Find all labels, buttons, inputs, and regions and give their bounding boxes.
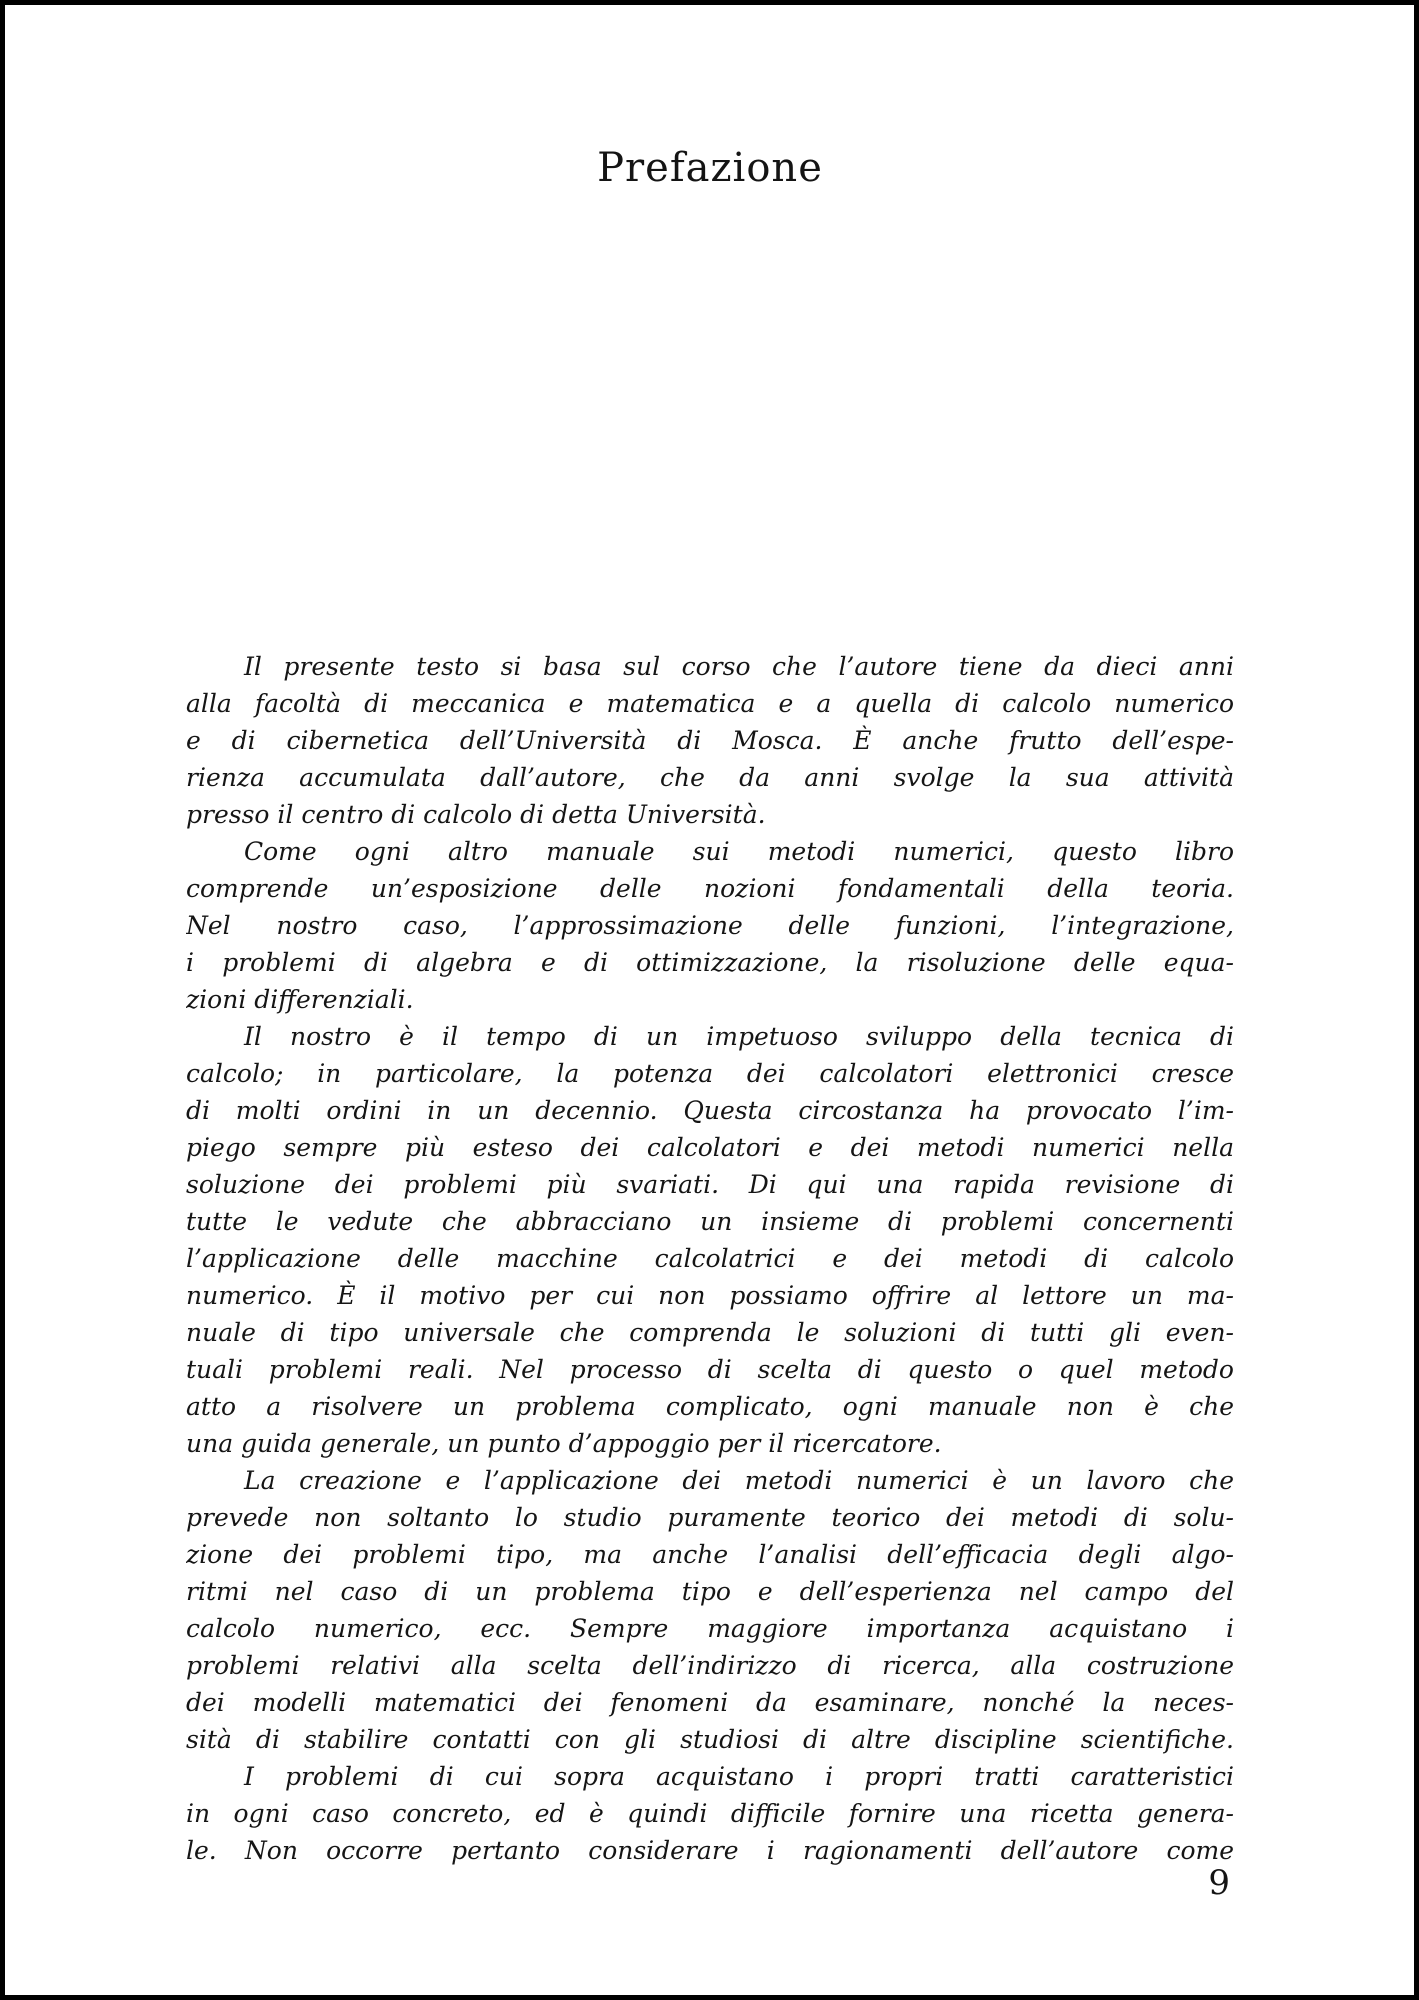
text-line: Come ogni altro manuale sui metodi numerici, questo libro bbox=[244, 837, 1234, 866]
text-line: nuale di tipo universale che comprenda le soluzioni di tutti gli even- bbox=[186, 1318, 1234, 1347]
text-line: comprende un’esposizione delle nozioni fondamentali della teoria. bbox=[186, 874, 1234, 903]
book-page bbox=[5, 5, 1414, 1995]
text-line: dei modelli matematici dei fenomeni da esaminare, nonché la neces- bbox=[186, 1688, 1234, 1717]
text-line: zioni differenziali. bbox=[186, 985, 414, 1014]
text-line: rienza accumulata dall’autore, che da anni svolge la sua attività bbox=[186, 763, 1234, 792]
text-line: I problemi di cui sopra acquistano i propri tratti caratteristici bbox=[244, 1762, 1234, 1791]
text-line: prevede non soltanto lo studio puramente teorico dei metodi di solu- bbox=[186, 1503, 1234, 1532]
text-line: calcolo numerico, ecc. Sempre maggiore importanza acquistano i bbox=[186, 1614, 1234, 1643]
paragraph bbox=[186, 648, 1234, 833]
text-line: i problemi di algebra e di ottimizzazione, la risoluzione delle equa- bbox=[186, 948, 1234, 977]
text-line: atto a risolvere un problema complicato, ogni manuale non è che bbox=[186, 1392, 1234, 1421]
text-line: La creazione e l’applicazione dei metodi numerici è un lavoro che bbox=[244, 1466, 1234, 1495]
page-title: Prefazione bbox=[597, 145, 823, 191]
text-line: di molti ordini in un decennio. Questa circostanza ha provocato l’im- bbox=[186, 1096, 1234, 1125]
text-line: ritmi nel caso di un problema tipo e dell’esperienza nel campo del bbox=[186, 1577, 1234, 1606]
paragraph bbox=[186, 833, 1234, 1018]
paragraph bbox=[186, 1018, 1234, 1462]
text-line: presso il centro di calcolo di detta Università. bbox=[186, 800, 766, 829]
text-line: numerico. È il motivo per cui non possiamo offrire al lettore un ma- bbox=[186, 1281, 1234, 1310]
text-line: Il nostro è il tempo di un impetuoso sviluppo della tecnica di bbox=[244, 1022, 1234, 1051]
paragraph bbox=[186, 1758, 1234, 1869]
text-line: soluzione dei problemi più svariati. Di qui una rapida revisione di bbox=[186, 1170, 1234, 1199]
text-line: Nel nostro caso, l’approssimazione delle funzioni, l’integrazione, bbox=[186, 911, 1234, 940]
page-number: 9 bbox=[1208, 1863, 1230, 1903]
text-line: le. Non occorre pertanto considerare i ragionamenti dell’autore come bbox=[186, 1836, 1234, 1865]
text-line: piego sempre più esteso dei calcolatori e dei metodi numerici nella bbox=[186, 1133, 1234, 1162]
text-line: problemi relativi alla scelta dell’indirizzo di ricerca, alla costruzione bbox=[186, 1651, 1234, 1680]
text-line: una guida generale, un punto d’appoggio per il ricercatore. bbox=[186, 1429, 942, 1458]
text-line: Il presente testo si basa sul corso che l’autore tiene da dieci anni bbox=[244, 652, 1234, 681]
text-line: tutte le vedute che abbracciano un insieme di problemi concernenti bbox=[186, 1207, 1234, 1236]
text-line: e di cibernetica dell’Università di Mosca. È anche frutto dell’espe- bbox=[186, 726, 1234, 755]
text-line: zione dei problemi tipo, ma anche l’analisi dell’efficacia degli algo- bbox=[186, 1540, 1234, 1569]
paragraph bbox=[186, 1462, 1234, 1758]
text-line: calcolo; in particolare, la potenza dei calcolatori elettronici cresce bbox=[186, 1059, 1234, 1088]
text-line: alla facoltà di meccanica e matematica e a quella di calcolo numerico bbox=[186, 689, 1234, 718]
text-line: in ogni caso concreto, ed è quindi difficile fornire una ricetta genera- bbox=[186, 1799, 1234, 1828]
text-line: tuali problemi reali. Nel processo di scelta di questo o quel metodo bbox=[186, 1355, 1234, 1384]
text-line: sità di stabilire contatti con gli studiosi di altre discipline scientifiche. bbox=[186, 1725, 1234, 1754]
preface-text-block bbox=[186, 648, 1234, 1869]
text-line: l’applicazione delle macchine calcolatrici e dei metodi di calcolo bbox=[186, 1244, 1234, 1273]
